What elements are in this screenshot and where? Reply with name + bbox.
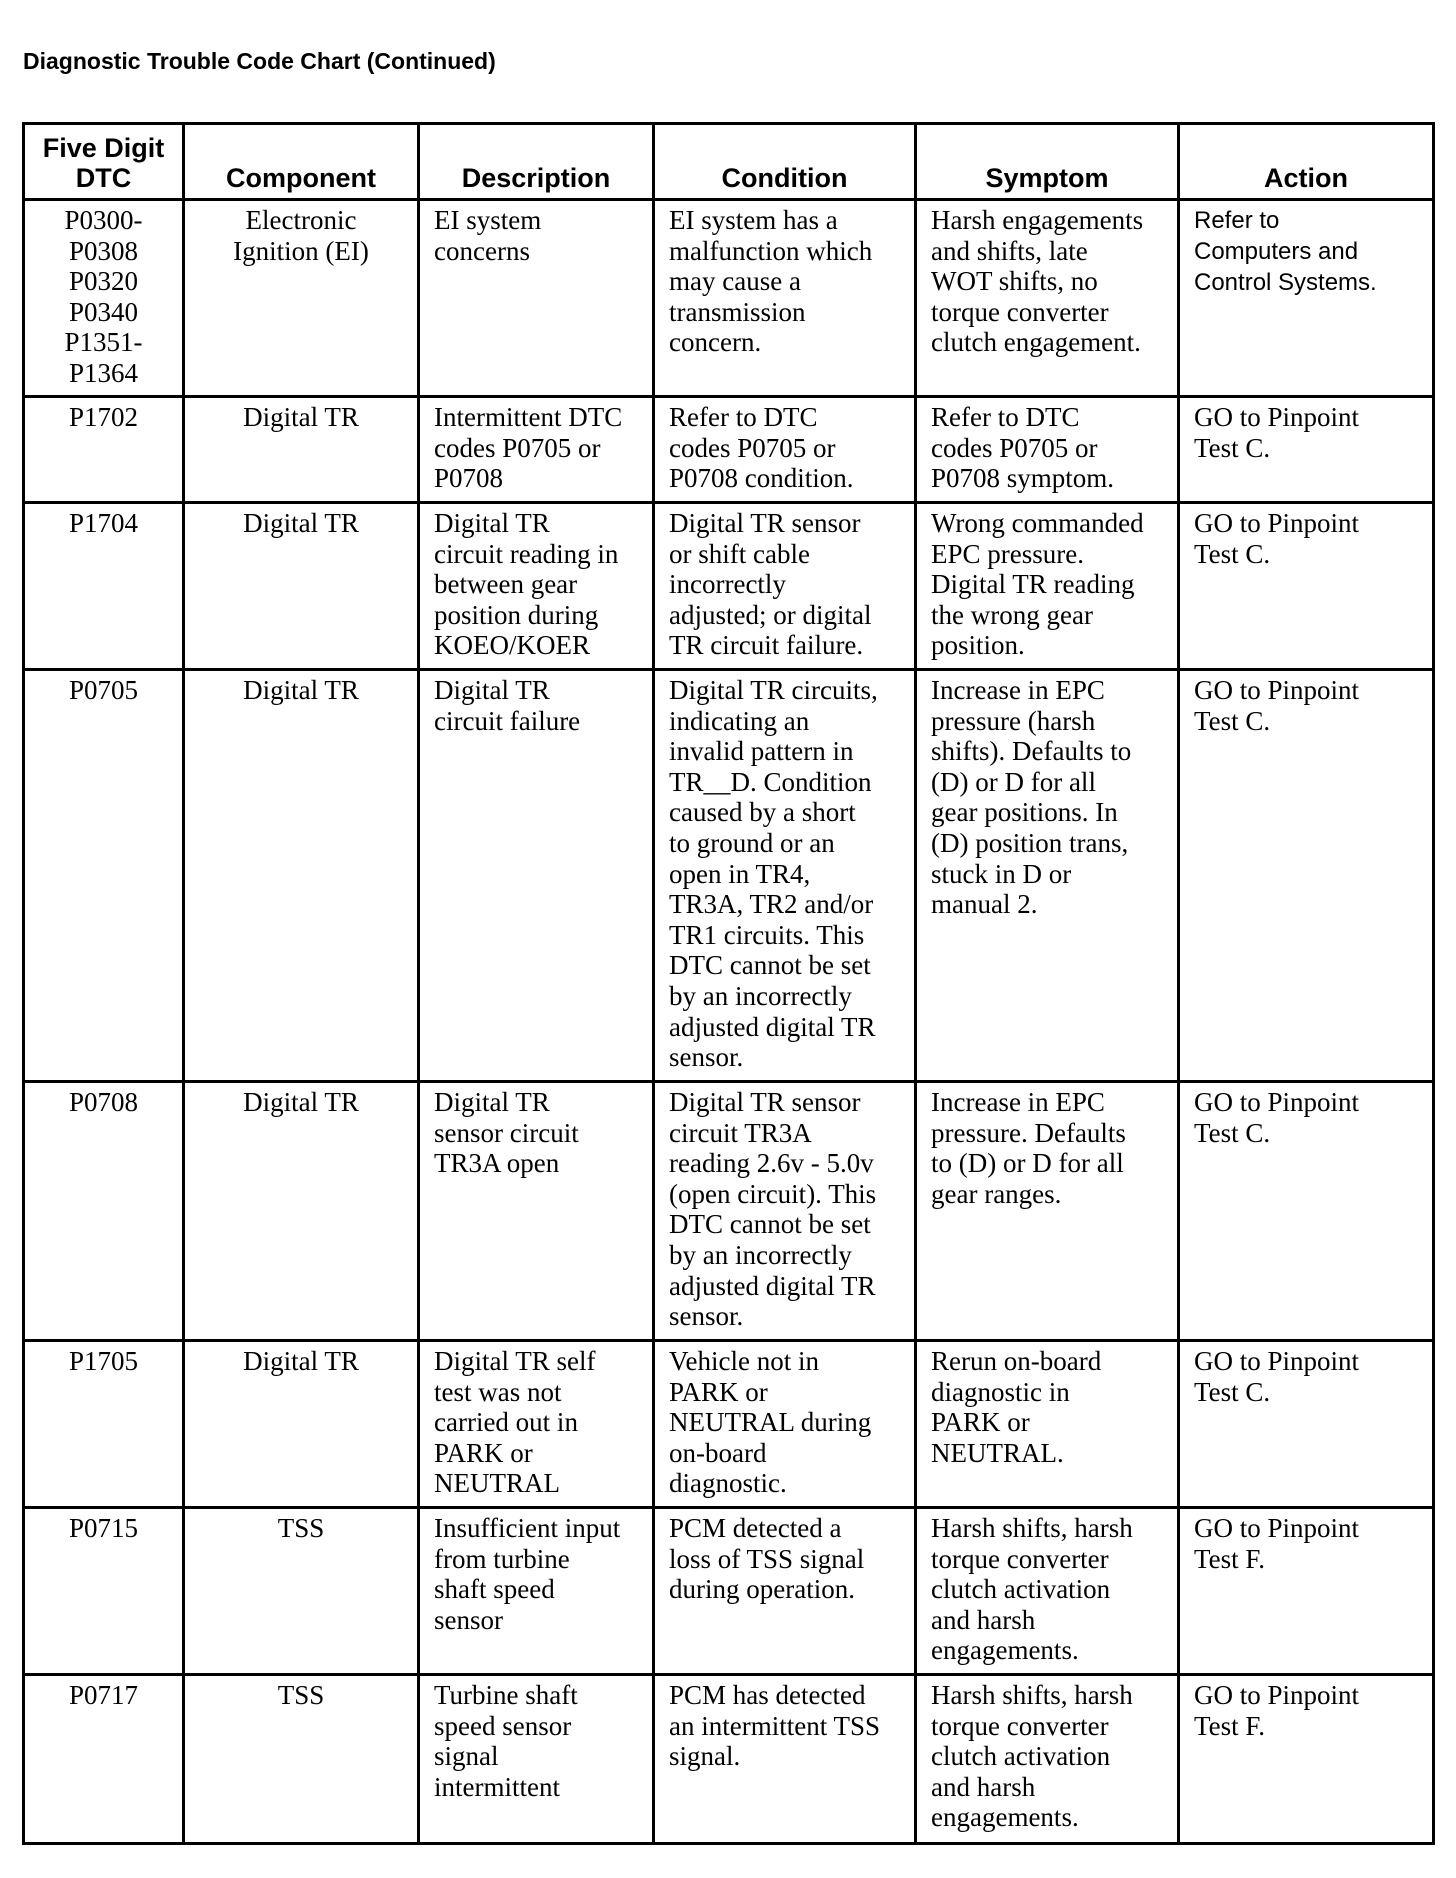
condition: Refer to DTC codes P0705 or P0708 condition. xyxy=(654,397,916,503)
symptom: Harsh shifts, harsh torque converter clutch activation and harsh engagements. xyxy=(916,1675,1179,1844)
action: GO to Pinpoint Test C. xyxy=(1179,1341,1434,1508)
header-action: Action xyxy=(1179,124,1434,200)
component: TSS xyxy=(184,1508,419,1675)
dtc-code: P0300- P0308 P0320 P0340 P1351- P1364 xyxy=(24,200,184,397)
table-row xyxy=(24,503,1434,670)
action: GO to Pinpoint Test F. xyxy=(1179,1508,1434,1675)
action: GO to Pinpoint Test C. xyxy=(1179,670,1434,1082)
dtc-code: P0708 xyxy=(24,1082,184,1341)
action: GO to Pinpoint Test C. xyxy=(1179,397,1434,503)
page-title: Diagnostic Trouble Code Chart (Continued) xyxy=(23,48,496,74)
action: GO to Pinpoint Test F. xyxy=(1179,1675,1434,1844)
description: Turbine shaft speed sensor signal intermittent xyxy=(419,1675,654,1844)
symptom: Harsh shifts, harsh torque converter clutch activation and harsh engagements. xyxy=(916,1508,1179,1675)
component: Digital TR xyxy=(184,503,419,670)
table-row xyxy=(24,1508,1434,1675)
condition: Digital TR circuits, indicating an invalid pattern in TR__D. Condition caused by a short to ground or an open in TR4, TR3A, TR2 and/or TR1 circuits. This DTC cannot be set by an incorrectly adjusted digital TR sensor. xyxy=(654,670,916,1082)
description: Digital TR sensor circuit TR3A open xyxy=(419,1082,654,1341)
condition: PCM has detected an intermittent TSS signal. xyxy=(654,1675,916,1844)
header-description: Description xyxy=(419,124,654,200)
description: Digital TR circuit failure xyxy=(419,670,654,1082)
component: Digital TR xyxy=(184,1341,419,1508)
symptom: Wrong commanded EPC pressure. Digital TR reading the wrong gear position. xyxy=(916,503,1179,670)
header-component: Component xyxy=(184,124,419,200)
header-symptom: Symptom xyxy=(916,124,1179,200)
dtc-code: P1702 xyxy=(24,397,184,503)
action: GO to Pinpoint Test C. xyxy=(1179,503,1434,670)
condition: Digital TR sensor or shift cable incorrectly adjusted; or digital TR circuit failure. xyxy=(654,503,916,670)
symptom: Harsh engagements and shifts, late WOT shifts, no torque converter clutch engagement. xyxy=(916,200,1179,397)
header-condition: Condition xyxy=(654,124,916,200)
dtc-table xyxy=(22,122,1435,1845)
description: Digital TR circuit reading in between gear position during KOEO/KOER xyxy=(419,503,654,670)
condition: Digital TR sensor circuit TR3A reading 2.6v - 5.0v (open circuit). This DTC cannot be set by an incorrectly adjusted digital TR sensor. xyxy=(654,1082,916,1341)
description: Insufficient input from turbine shaft speed sensor xyxy=(419,1508,654,1675)
action: GO to Pinpoint Test C. xyxy=(1179,1082,1434,1341)
component: Digital TR xyxy=(184,1082,419,1341)
table-row xyxy=(24,1675,1434,1844)
symptom: Rerun on-board diagnostic in PARK or NEUTRAL. xyxy=(916,1341,1179,1508)
dtc-code: P1704 xyxy=(24,503,184,670)
table-row xyxy=(24,1082,1434,1341)
table-row xyxy=(24,397,1434,503)
dtc-code: P1705 xyxy=(24,1341,184,1508)
action: Refer to Computers and Control Systems. xyxy=(1179,200,1434,397)
table-row xyxy=(24,1341,1434,1508)
description: EI system concerns xyxy=(419,200,654,397)
condition: EI system has a malfunction which may cause a transmission concern. xyxy=(654,200,916,397)
condition: Vehicle not in PARK or NEUTRAL during on-board diagnostic. xyxy=(654,1341,916,1508)
component: TSS xyxy=(184,1675,419,1844)
description: Digital TR self test was not carried out in PARK or NEUTRAL xyxy=(419,1341,654,1508)
dtc-code: P0717 xyxy=(24,1675,184,1844)
condition: PCM detected a loss of TSS signal during operation. xyxy=(654,1508,916,1675)
table-row xyxy=(24,670,1434,1082)
header-dtc: Five Digit DTC xyxy=(24,124,184,200)
symptom: Refer to DTC codes P0705 or P0708 symptom. xyxy=(916,397,1179,503)
dtc-code: P0705 xyxy=(24,670,184,1082)
component: Digital TR xyxy=(184,670,419,1082)
table-row xyxy=(24,200,1434,397)
component: Electronic Ignition (EI) xyxy=(184,200,419,397)
symptom: Increase in EPC pressure. Defaults to (D) or D for all gear ranges. xyxy=(916,1082,1179,1341)
component: Digital TR xyxy=(184,397,419,503)
symptom: Increase in EPC pressure (harsh shifts). Defaults to (D) or D for all gear positions. In (D) position trans, stuck in D or manual 2. xyxy=(916,670,1179,1082)
description: Intermittent DTC codes P0705 or P0708 xyxy=(419,397,654,503)
header-row xyxy=(24,124,1434,200)
dtc-code: P0715 xyxy=(24,1508,184,1675)
